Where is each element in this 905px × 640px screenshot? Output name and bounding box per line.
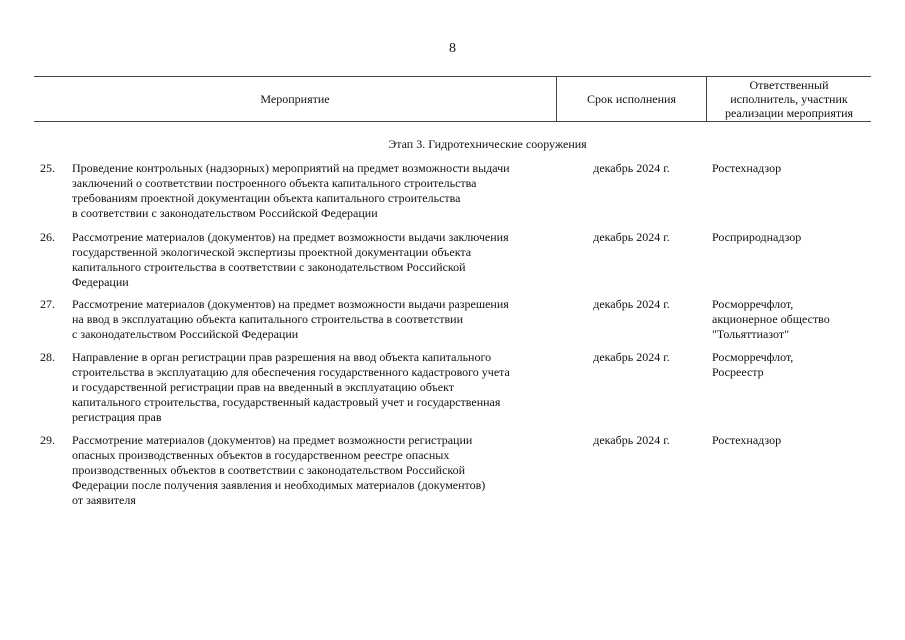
row-event-line: регистрация прав — [72, 410, 162, 424]
row-event-line: Проведение контрольных (надзорных) мероприятий на предмет возможности выдачи — [72, 161, 510, 175]
row-event-line: государственной экологической экспертизы проектной документации объекта — [72, 245, 472, 259]
row-responsible — [712, 230, 872, 245]
row-responsible-line: "Тольяттиазот" — [712, 327, 790, 341]
row-event-line: Федерации — [72, 275, 129, 289]
row-responsible — [712, 297, 872, 342]
header-responsible — [707, 77, 871, 121]
row-responsible-line: Ростехнадзор — [712, 433, 782, 447]
row-event-line: капитального строительства, государственный кадастровый учет и государственная — [72, 395, 501, 409]
row-deadline: декабрь 2024 г. — [593, 433, 670, 447]
row-event-line: требованиям проектной документации объекта капитального строительства — [72, 191, 461, 205]
page-number: 8 — [449, 41, 456, 56]
row-event-line: заключений о соответствии построенного объекта капитального строительства — [72, 176, 477, 190]
row-responsible-line: Росприроднадзор — [712, 230, 802, 244]
row-event-line: от заявителя — [72, 493, 136, 507]
header-responsible-line: реализации мероприятия — [724, 106, 854, 120]
header-deadline — [557, 77, 706, 121]
row-event-text — [72, 230, 554, 290]
row-responsible-line: Ростехнадзор — [712, 161, 782, 175]
row-event-text — [72, 297, 554, 342]
table-header-bottom-rule — [34, 121, 871, 122]
row-responsible-line: Росреестр — [712, 365, 764, 379]
row-event-line: производственных объектов в соответствии с законодательством Российской — [72, 463, 466, 477]
row-deadline: декабрь 2024 г. — [593, 350, 670, 364]
row-responsible-line: Росморречфлот, — [712, 350, 794, 364]
section-title: Этап 3. Гидротехнические сооружения — [388, 137, 587, 151]
header-event — [34, 77, 556, 121]
row-responsible — [712, 433, 872, 448]
row-deadline: декабрь 2024 г. — [593, 297, 670, 311]
row-event-line: капитального строительства в соответствии с законодательством Российской — [72, 260, 466, 274]
row-deadline: декабрь 2024 г. — [593, 230, 670, 244]
row-number: 28. — [40, 350, 55, 364]
row-event-line: на ввод в эксплуатацию объекта капитального строительства в соответствии — [72, 312, 463, 326]
row-number: 25. — [40, 161, 55, 175]
row-responsible-line: Росморречфлот, — [712, 297, 794, 311]
row-event-line: в соответствии с законодательством Российской Федерации — [72, 206, 378, 220]
row-number: 29. — [40, 433, 55, 447]
row-responsible — [712, 161, 872, 176]
header-event-label: Мероприятие — [260, 92, 330, 106]
row-event-line: строительства в эксплуатацию для обеспечения государственного кадастрового учета — [72, 365, 510, 379]
row-event-line: Рассмотрение материалов (документов) на предмет возможности регистрации — [72, 433, 473, 447]
row-number: 26. — [40, 230, 55, 244]
row-event-line: с законодательством Российской Федерации — [72, 327, 299, 341]
header-deadline-label: Срок исполнения — [587, 92, 676, 106]
row-event-line: Рассмотрение материалов (документов) на предмет возможности выдачи разрешения — [72, 297, 509, 311]
row-event-line: Рассмотрение материалов (документов) на предмет возможности выдачи заключения — [72, 230, 509, 244]
row-event-line: Федерации после получения заявления и необходимых материалов (документов) — [72, 478, 486, 492]
row-event-line: опасных производственных объектов в государственном реестре опасных — [72, 448, 450, 462]
header-responsible-line: исполнитель, участник — [730, 92, 848, 106]
row-deadline: декабрь 2024 г. — [593, 161, 670, 175]
header-responsible-line: Ответственный — [749, 78, 829, 92]
row-event-text — [72, 433, 554, 508]
row-event-text — [72, 161, 554, 221]
row-event-line: и государственной регистрации прав на введенный в эксплуатацию объект — [72, 380, 454, 394]
row-event-line: Направление в орган регистрации прав разрешения на ввод объекта капитального — [72, 350, 492, 364]
row-responsible — [712, 350, 872, 380]
row-event-text — [72, 350, 554, 425]
row-responsible-line: акционерное общество — [712, 312, 830, 326]
row-number: 27. — [40, 297, 55, 311]
